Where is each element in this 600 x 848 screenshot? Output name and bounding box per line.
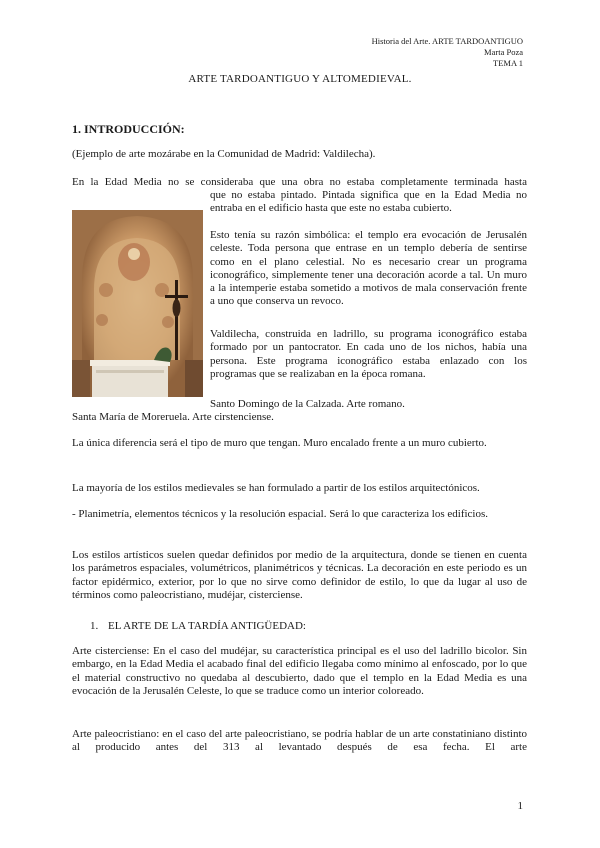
paragraph-planimetria: - Planimetría, elementos técnicos y la resolución espacial. Será lo que caracteriza los edificios. xyxy=(72,508,489,520)
paragraph-edad-media-rest: que no estaba pintado. Pintada significa que en la Edad Media no entraba en el edificio hasta que este no estaba cubierto. xyxy=(210,189,527,215)
paragraph-estilos-artisticos: Los estilos artísticos suelen quedar definidos por medio de la arquitectura, donde se tienen en cuenta los parámetros espaciales, volumétricos, planimétricos y técnicas. La decoración en este periodo es un factor epidérmico, exterior, por lo que no sirve como definidor de estilo, lo que da lugar al uso de términos como paleocristiano, mudéjar, cisterciense. xyxy=(72,549,527,601)
paragraph-edad-media-line1: En la Edad Media no se consideraba que una obra no estaba completamente terminada hasta xyxy=(72,176,527,188)
paragraph-simbolica: Esto tenía su razón simbólica: el templo era evocación de Jerusalén celeste. Toda persona que entrase en un templo debería de sentirse como en el plano celestial. No es necesario crear un programa iconográfico, simplemente tener una decoración acorde a tal. Un muro a la intemperie estaba sometido a motivos de mala conservación frente a uno que conserva un revoco. xyxy=(210,229,527,308)
paragraph-mayoria-estilos: La mayoría de los estilos medievales se han formulado a partir de los estilos arquitectónicos. xyxy=(72,482,480,494)
paragraph-valdilecha: Valdilecha, construida en ladrillo, su programa iconográfico estaba formado por un pantocrator. En cada uno de los nichos, había una persona. Este programa iconográfico estaba enlazado con los programas que se realizaban en la época romana. xyxy=(210,328,527,380)
paragraph-arte-cisterciense: Arte cisterciense: En el caso del mudéjar, su característica principal es el uso del ladrillo bicolor. Sin embargo, en la Edad Media el acabado final del edificio llegaba como mínimo al enfoscado, por lo que el material constructivo no quedaba al descubierto, dado que el templo en la Edad Media es una evocación de la Jerusalén Celeste, lo que se traduce como un interior coloreado. xyxy=(72,645,527,697)
section-number: 1. xyxy=(90,620,99,632)
paragraph-santa-maria: Santa María de Moreruela. Arte cirstenciense. xyxy=(72,411,274,423)
section-heading-tardia-antiguedad: EL ARTE DE LA TARDÍA ANTIGÜEDAD: xyxy=(108,620,306,632)
page-number: 1 xyxy=(517,800,523,812)
section-heading-introduccion: 1. INTRODUCCIÓN: xyxy=(72,122,185,136)
running-header-course: Historia del Arte. ARTE TARDOANTIGUO xyxy=(371,36,523,46)
paragraph-arte-paleocristiano: Arte paleocristiano: en el caso del arte paleocristiano, se podría hablar de un arte constatiniano distinto al producido antes del 313 al levantado después de esa fecha. El arte xyxy=(72,728,527,754)
paragraph-unica-diferencia: La única diferencia será el tipo de muro que tengan. Muro encalado frente a un muro cubierto. xyxy=(72,437,487,449)
paragraph-santo-domingo: Santo Domingo de la Calzada. Arte romano. xyxy=(210,398,405,410)
paragraph-example: (Ejemplo de arte mozárabe en la Comunidad de Madrid: Valdilecha). xyxy=(72,148,376,160)
running-header-topic: TEMA 1 xyxy=(493,58,523,68)
document-title: ARTE TARDOANTIGUO Y ALTOMEDIEVAL. xyxy=(188,73,412,85)
running-header-author: Marta Poza xyxy=(484,47,523,57)
church-interior-photo xyxy=(72,210,203,397)
